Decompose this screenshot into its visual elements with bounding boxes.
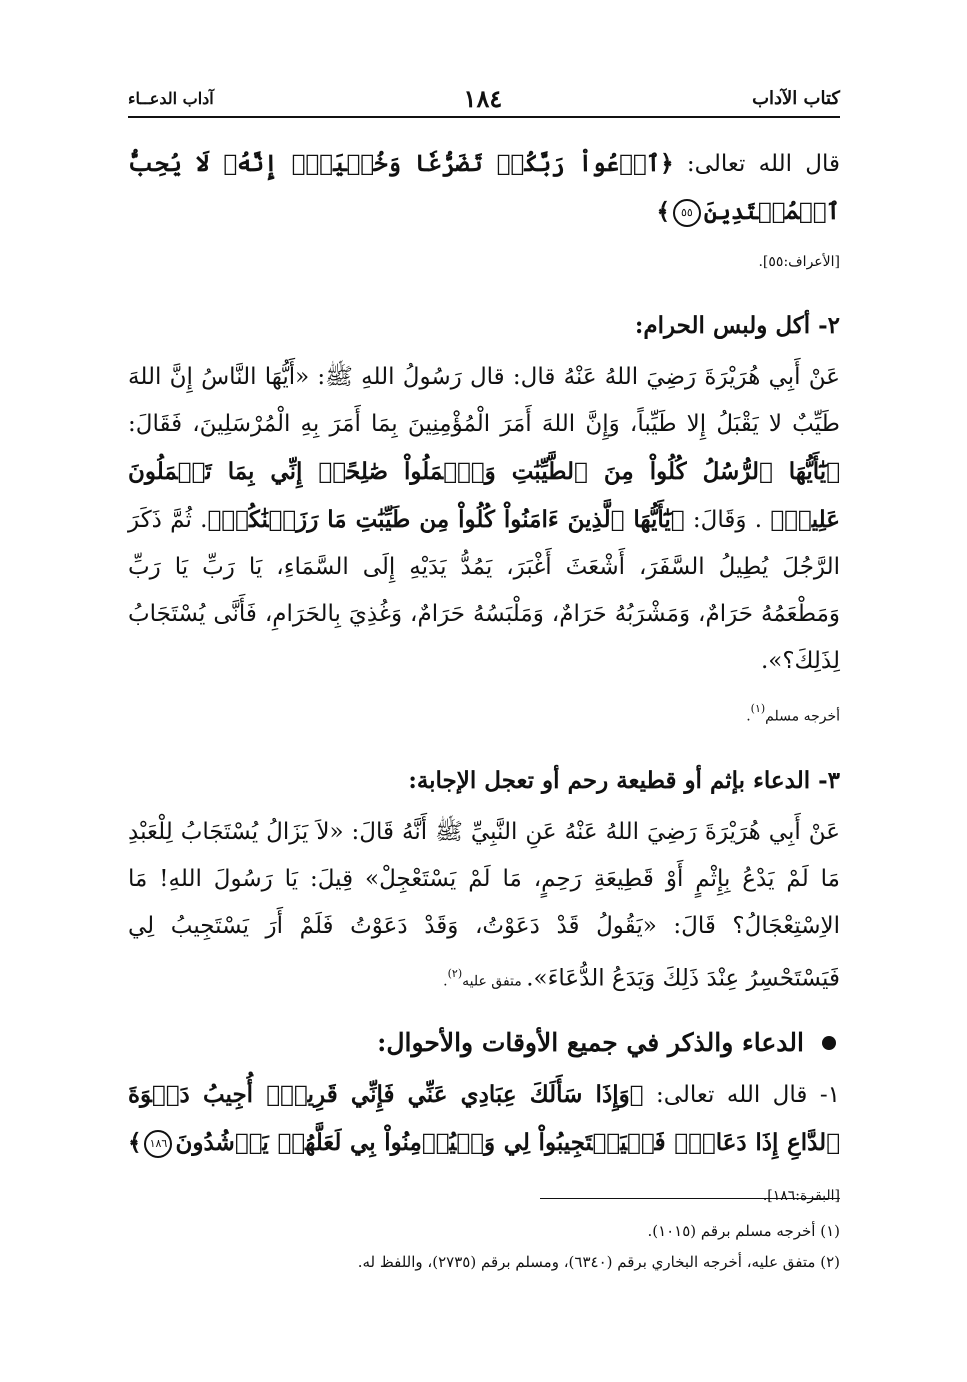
section-heading-2: ٢- أكل ولبس الحرام: (634, 312, 840, 339)
footnote-2: (٢) متفق عليه، أخرجه البخاري برقم (٦٣٤٠)، ومسلم برقم (٢٧٣٥)، واللفظ له. (357, 1253, 840, 1271)
ayah-end-marker: ٥٥ (673, 199, 701, 227)
quran-verse-araf-55: ﴿ٱدۡعُواْ رَبَّكُمۡ تَضَرُّعٗا وَخُفۡيَةًۚ إِنَّهُۥ لَا يُحِبُّ ٱلۡمُعۡتَدِينَ (128, 150, 840, 225)
ayah-end-marker: ١٨٦ (144, 1130, 172, 1158)
verse-reference: [الأعراف:٥٥]. (758, 254, 840, 270)
footnote-1: (١) أخرجه مسلم برقم (١٠١٥). (647, 1222, 840, 1240)
hadith-text-part3: . ثُمَّ ذَكَرَ الرَّجُلَ يُطِيلُ السَّفَرَ، أَشْعَثَ أَغْبَرَ، يَمُدُّ يَدَيْهِ إِلَى السَّمَاءِ، يَا رَبِّ يَا رَبِّ وَمَطْعَمُهُ حَرَامٌ، وَمَشْرَبُهُ حَرَامٌ، وَمَلْبَسُهُ حَرَامٌ، وَغُذِيَ بِالحَرَامِ، فَأَنَّى يُسْتَجَابُ لِذَلِكَ؟». (128, 507, 840, 674)
hadith-source-end: . (746, 708, 751, 725)
hadith-source-end: . (443, 973, 448, 990)
book-title: كتاب الآداب (752, 87, 840, 109)
intro-verse-paragraph (128, 140, 840, 286)
hadith-source: أخرجه مسلم (765, 708, 840, 725)
quran-verse-muminun-51: ﴿يَٰٓأَيُّهَا ٱلرُّسُلُ كُلُواْ مِنَ ٱلطَّيِّبَٰتِ وَٱعۡمَلُواْ صَٰلِحًاۖ إِنِّي بِمَا تَعۡمَلُونَ عَلِيمٞ﴾ (128, 458, 840, 533)
footnote-divider (540, 1198, 840, 1199)
verse-lead: ١- قال الله تعالى: (643, 1082, 840, 1109)
footnote-marker-1: (١) (750, 702, 766, 715)
bullet-heading-text: الدعاء والذكر في جميع الأوقات والأحوال: (377, 1028, 804, 1058)
quran-verse-baqarah-186: ﴿وَإِذَا سَأَلَكَ عِبَادِي عَنِّي فَإِنِّي قَرِيبٌۖ أُجِيبُ دَعۡوَةَ ٱلدَّاعِ إِذَا دَعَانِۖ فَلۡيَسۡتَجِيبُواْ لِي وَلۡيُؤۡمِنُواْ بِي لَعَلَّهُمۡ يَرۡشُدُونَ (128, 1081, 840, 1157)
chapter-title: آداب الدعــاء (128, 88, 214, 108)
quran-bracket-close: ﴾ (128, 1129, 142, 1157)
section-heading-3: ٣- الدعاء بإثم أو قطيعة رحم أو تعجل الإجابة: (408, 766, 840, 794)
intro-lead: قال الله تعالى: (673, 151, 840, 177)
quran-bracket-close: ﴾ (656, 198, 670, 225)
section-heading-bullet (128, 1023, 840, 1063)
quran-verse-baqarah-172: ﴿يَٰٓأَيُّهَا ٱلَّذِينَ ءَامَنُواْ كُلُواْ مِن طَيِّبَٰتِ مَا رَزَقۡنَٰكُمۡ﴾ (207, 506, 685, 533)
page-body (128, 140, 840, 1220)
footnote-marker-2: (٢) (447, 966, 463, 980)
bullet-icon (822, 1036, 836, 1050)
hadith-paragraph-3 (128, 809, 840, 1006)
page-header (128, 80, 840, 118)
hadith-text-part1: عَنْ أَبِي هُرَيْرَةَ رَضِيَ اللهُ عَنْهُ قال: قال رَسُولُ اللهِ ﷺ: «أَيُّهَا النَّاسُ إِنَّ اللهَ طَيِّبٌ لا يَقْبَلُ إِلا طَيِّباً، وَإِنَّ اللهَ أَمَرَ الْمُؤْمِنِينَ بِمَا أَمَرَ بِهِ الْمُرْسَلِينَ، فَقَالَ: (128, 364, 840, 437)
hadith-text: عَنْ أَبِي هُرَيْرَةَ رَضِيَ اللهُ عَنْهُ عَنِ النَّبِيِّ ﷺ أَنَّهُ قَالَ: «لاَ يَزَالُ يُسْتَجَابُ لِلْعَبْدِ مَا لَمْ يَدْعُ بِإِثْمٍ أَوْ قَطِيعَةِ رَحِمٍ، مَا لَمْ يَسْتَعْجِلْ» قِيلَ: يَا رَسُولَ اللهِ! مَا الاِسْتِعْجَالُ؟ قَالَ: «يَقُولُ قَدْ دَعَوْتُ، وَقَدْ دَعَوْتُ فَلَمْ أَرَ يَسْتَجِيبُ لِي فَيَسْتَحْسِرُ عِنْدَ ذَلِكَ وَيَدَعُ الدُّعَاءَ». (128, 818, 840, 992)
hadith-source: متفق عليه (462, 973, 527, 990)
hadith-text-part2: . وَقَالَ: (684, 507, 771, 533)
hadith-paragraph-2 (128, 354, 840, 741)
footnotes (128, 1216, 840, 1278)
verse-reference: [البقرة:١٨٦]. (762, 1188, 840, 1205)
page-number: ١٨٤ (463, 83, 503, 113)
